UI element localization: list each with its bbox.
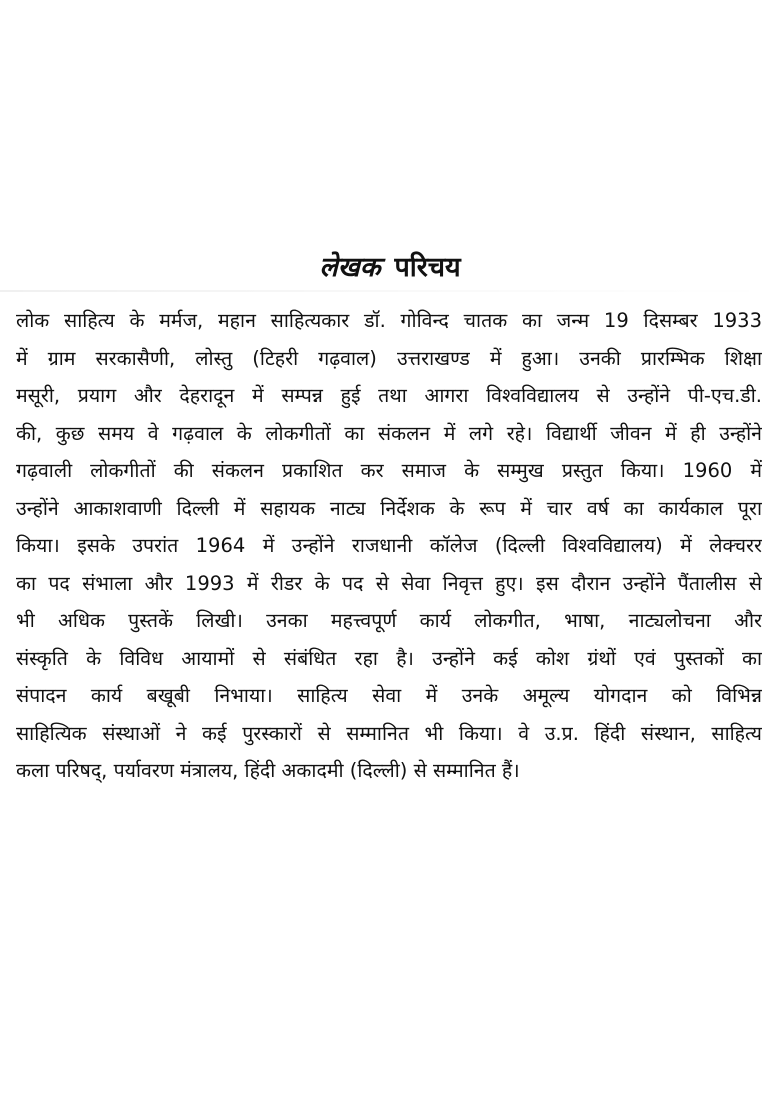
scan-artifact-line — [0, 290, 780, 292]
text-line: भी अधिक पुस्तकें लिखी। उनका महत्त्वपूर्ण कार्य लोकगीत, भाषा, नाट्यलोचना और — [16, 609, 762, 632]
text-line: किया। इसके उपरांत 1964 में उन्होंने राजधानी कॉलेज (दिल्ली विश्वविद्यालय) में लेक्चरर — [16, 534, 762, 557]
title-word-introduction: परिचय — [394, 252, 461, 283]
text-line: मसूरी, प्रयाग और देहरादून में सम्पन्न हुई तथा आगरा विश्वविद्यालय से उन्होंने पी-एच.डी. — [16, 384, 762, 407]
text-line: संस्कृति के विविध आयामों से संबंधित रहा है। उन्होंने कई कोश ग्रंथों एवं पुस्तकों का — [16, 646, 762, 670]
text-line: संपादन कार्य बखूबी निभाया। साहित्य सेवा में उनके अमूल्य योगदान को विभिन्न — [16, 684, 762, 707]
text-line: उन्होंने आकाशवाणी दिल्ली में सहायक नाट्य निर्देशक के रूप में चार वर्ष का कार्यकाल पूरा — [16, 496, 762, 520]
text-line: में ग्राम सरकासैणी, लोस्तु (टिहरी गढ़वाल) उत्तराखण्ड में हुआ। उनकी प्रारम्भिक शिक्षा — [16, 346, 762, 370]
text-line: साहित्यिक संस्थाओं ने कई पुरस्कारों से सम्मानित भी किया। वे उ.प्र. हिंदी संस्थान, साहित्य — [16, 721, 762, 745]
text-line: लोक साहित्य के मर्मज, महान साहित्यकार डॉ. गोविन्द चातक का जन्म 19 दिसम्बर 1933 — [16, 309, 762, 332]
text-line: का पद संभाला और 1993 में रीडर के पद से सेवा निवृत्त हुए। इस दौरान उन्होंने पैंतालीस से — [16, 571, 762, 595]
text-line: की, कुछ समय वे गढ़वाल के लोकगीतों का संकलन में लगे रहे। विद्यार्थी जीवन में ही उन्होंने — [16, 421, 762, 445]
page-title — [0, 248, 780, 288]
text-line: गढ़वाली लोकगीतों की संकलन प्रकाशित कर समाज के सम्मुख प्रस्तुत किया। 1960 में — [16, 459, 762, 482]
body-paragraph — [16, 302, 762, 790]
text-line: कला परिषद्, पर्यावरण मंत्रालय, हिंदी अकादमी (दिल्ली) से सम्मानित हैं। — [16, 759, 520, 782]
title-word-author: लेखक — [319, 252, 381, 283]
